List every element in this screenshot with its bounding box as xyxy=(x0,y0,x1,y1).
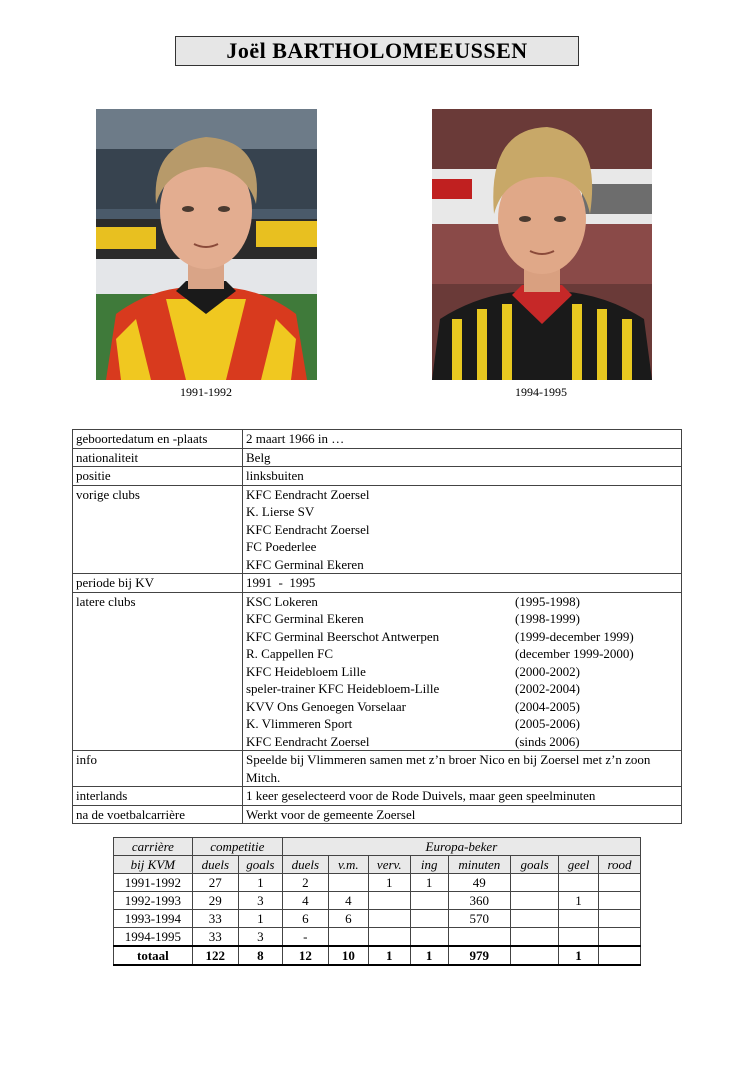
list-item xyxy=(246,645,678,663)
after-career-label: na de voetbalcarrière xyxy=(73,805,243,824)
table-cell: 3 xyxy=(238,892,282,910)
internationals-value: 1 keer geselecteerd voor de Rode Duivels, maar geen speelminuten xyxy=(243,787,682,806)
club-name: KFC Eendracht Zoersel xyxy=(246,733,370,749)
after-career-value: Werkt voor de gemeente Zoersel xyxy=(243,805,682,824)
season-cell: 1993-1994 xyxy=(114,910,193,928)
list-item xyxy=(246,593,678,611)
table-cell xyxy=(599,946,641,965)
list-item: K. Lierse SV xyxy=(246,504,315,519)
list-item xyxy=(246,698,678,716)
list-item: KFC Eendracht Zoersel xyxy=(246,521,370,537)
table-cell xyxy=(410,910,448,928)
list-item xyxy=(246,715,678,733)
table-cell xyxy=(410,892,448,910)
table-cell: 1 xyxy=(410,946,448,965)
table-row xyxy=(114,874,641,892)
table-cell: 6 xyxy=(328,910,368,928)
club-period: (1998-1999) xyxy=(515,611,580,626)
position-value: linksbuiten xyxy=(243,467,682,486)
table-row xyxy=(73,430,682,449)
career-stats-table xyxy=(113,837,641,966)
later-clubs-label: latere clubs xyxy=(73,592,243,751)
career-header: carrière xyxy=(114,838,193,856)
table-cell: 27 xyxy=(192,874,238,892)
table-row xyxy=(73,574,682,593)
europe-cup-header: Europa-beker xyxy=(282,838,640,856)
column-header: goals xyxy=(511,856,559,874)
info-value: Speelde bij Vlimmeren samen met z’n broer Nico en bij Zoersel met z’n zoon Mitch. xyxy=(243,751,682,787)
table-cell: 33 xyxy=(192,928,238,947)
position-label: positie xyxy=(73,467,243,486)
table-header-row xyxy=(114,838,641,856)
club-name: K. Vlimmeren Sport xyxy=(246,716,353,731)
club-period: (2005-2006) xyxy=(515,716,580,731)
table-cell: 12 xyxy=(282,946,328,965)
table-total-row xyxy=(114,946,641,965)
table-cell: 1 xyxy=(410,874,448,892)
previous-clubs-list xyxy=(243,485,682,574)
table-cell xyxy=(559,910,599,928)
player-info-table xyxy=(72,429,682,824)
table-cell xyxy=(511,892,559,910)
club-period: (1995-1998) xyxy=(515,593,580,609)
column-header: duels xyxy=(282,856,328,874)
table-cell: 1 xyxy=(238,874,282,892)
table-cell: 1 xyxy=(368,874,410,892)
period-value: 1991 - 1995 xyxy=(243,574,682,593)
nationality-label: nationaliteit xyxy=(73,448,243,467)
table-cell: 1 xyxy=(559,946,599,965)
table-cell: 10 xyxy=(328,946,368,965)
club-period: (december 1999-2000) xyxy=(515,646,634,661)
page-title: Joël BARTHOLOMEEUSSEN xyxy=(175,36,579,66)
list-item: KFC Germinal Ekeren xyxy=(246,556,364,572)
table-cell xyxy=(368,910,410,928)
list-item xyxy=(246,733,678,751)
later-clubs-list xyxy=(243,592,682,751)
birth-value: 2 maart 1966 in … xyxy=(243,430,682,449)
photo-caption-2: 1994-1995 xyxy=(515,385,567,399)
table-cell xyxy=(599,910,641,928)
table-header-row xyxy=(114,856,641,874)
table-cell xyxy=(368,928,410,947)
table-cell: 3 xyxy=(238,928,282,947)
list-item: FC Poederlee xyxy=(246,539,317,554)
table-cell xyxy=(599,928,641,947)
table-cell: 1 xyxy=(559,892,599,910)
table-row xyxy=(73,448,682,467)
table-row xyxy=(73,592,682,751)
table-cell: 360 xyxy=(448,892,510,910)
table-cell: 1 xyxy=(238,910,282,928)
table-cell: 8 xyxy=(238,946,282,965)
player-photo-1994 xyxy=(432,109,652,380)
table-cell: 4 xyxy=(282,892,328,910)
table-cell: 979 xyxy=(448,946,510,965)
table-row xyxy=(73,467,682,486)
table-cell xyxy=(559,874,599,892)
table-cell: - xyxy=(282,928,328,947)
photo-caption-1: 1991-1992 xyxy=(180,385,232,399)
club-period: (sinds 2006) xyxy=(515,733,580,749)
club-name: KFC Heidebloem Lille xyxy=(246,663,366,679)
table-cell xyxy=(328,928,368,947)
club-name: KFC Germinal Ekeren xyxy=(246,611,364,626)
club-period: (2004-2005) xyxy=(515,698,580,714)
birth-label: geboortedatum en -plaats xyxy=(73,430,243,449)
club-period: (2000-2002) xyxy=(515,663,580,679)
list-item xyxy=(246,680,678,698)
list-item xyxy=(246,663,678,681)
total-label: totaal xyxy=(114,946,193,965)
club-period: (1999-december 1999) xyxy=(515,628,634,644)
player-photo-1991 xyxy=(96,109,317,380)
club-name: KFC Germinal Beerschot Antwerpen xyxy=(246,628,440,644)
table-cell xyxy=(559,928,599,947)
season-cell: 1994-1995 xyxy=(114,928,193,947)
club-name: speler-trainer KFC Heidebloem-Lille xyxy=(246,681,440,696)
table-cell xyxy=(511,874,559,892)
table-cell: 49 xyxy=(448,874,510,892)
table-cell: 2 xyxy=(282,874,328,892)
table-cell xyxy=(511,910,559,928)
column-header: rood xyxy=(599,856,641,874)
table-row xyxy=(73,485,682,574)
table-cell xyxy=(599,892,641,910)
internationals-label: interlands xyxy=(73,787,243,806)
table-row xyxy=(73,805,682,824)
previous-clubs-label: vorige clubs xyxy=(73,485,243,574)
table-row xyxy=(73,787,682,806)
list-item xyxy=(246,610,678,628)
list-item: KFC Eendracht Zoersel xyxy=(246,486,370,502)
season-cell: 1991-1992 xyxy=(114,874,193,892)
table-cell xyxy=(511,928,559,947)
table-cell: 570 xyxy=(448,910,510,928)
table-cell: 6 xyxy=(282,910,328,928)
table-cell: 29 xyxy=(192,892,238,910)
table-row xyxy=(114,928,641,947)
table-row xyxy=(73,751,682,787)
table-row xyxy=(114,910,641,928)
table-cell xyxy=(368,892,410,910)
column-header: v.m. xyxy=(328,856,368,874)
column-header: goals xyxy=(238,856,282,874)
table-cell: 122 xyxy=(192,946,238,965)
table-cell xyxy=(328,874,368,892)
club-name: R. Cappellen FC xyxy=(246,646,334,661)
column-header: geel xyxy=(559,856,599,874)
column-header: ing xyxy=(410,856,448,874)
competition-header: competitie xyxy=(192,838,282,856)
table-cell: 33 xyxy=(192,910,238,928)
period-label: periode bij KV xyxy=(73,574,243,593)
list-item xyxy=(246,628,678,646)
career-subheader: bij KVM xyxy=(114,856,193,874)
club-name: KSC Lokeren xyxy=(246,593,318,609)
club-period: (2002-2004) xyxy=(515,681,580,696)
table-cell xyxy=(410,928,448,947)
nationality-value: Belg xyxy=(243,448,682,467)
table-cell xyxy=(599,874,641,892)
table-row xyxy=(114,892,641,910)
column-header: verv. xyxy=(368,856,410,874)
table-cell: 1 xyxy=(368,946,410,965)
table-cell xyxy=(448,928,510,947)
club-name: KVV Ons Genoegen Vorselaar xyxy=(246,698,406,714)
column-header: duels xyxy=(192,856,238,874)
table-cell xyxy=(511,946,559,965)
season-cell: 1992-1993 xyxy=(114,892,193,910)
column-header: minuten xyxy=(448,856,510,874)
info-label: info xyxy=(73,751,243,787)
table-cell: 4 xyxy=(328,892,368,910)
